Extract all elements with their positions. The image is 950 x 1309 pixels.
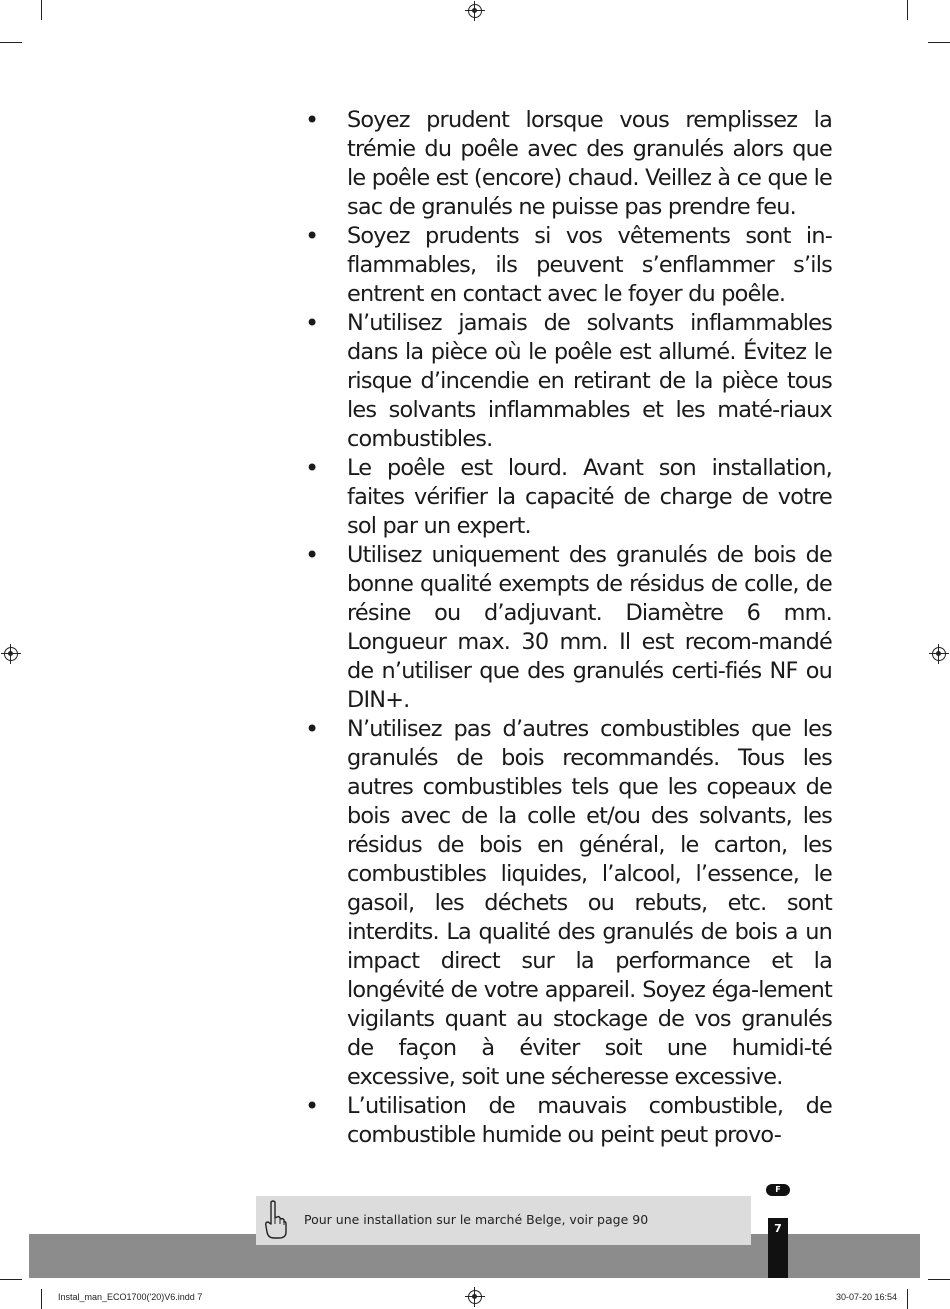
bullet-list xyxy=(300,106,832,1150)
page-number: 7 xyxy=(774,1222,782,1235)
crop-mark xyxy=(0,1279,22,1280)
list-item xyxy=(300,454,832,541)
list-item xyxy=(300,541,832,715)
list-item xyxy=(300,715,832,1092)
note-text: Pour une installation sur le marché Belge, voir page 90 xyxy=(304,1212,649,1227)
bullet-icon: • xyxy=(305,309,319,337)
language-badge: F xyxy=(766,1184,790,1196)
list-item-text: Utilisez uniquement des granulés de bois de bonne qualité exempts de résidus de colle, de résine ou d’adjuvant. Diamètre 6 mm. Longueur max. 30 mm. Il est recom-mandé de n’utiliser que des granulés certi-fiés NF ou DIN+. xyxy=(347,542,832,713)
crop-mark xyxy=(907,1289,908,1309)
crop-mark xyxy=(928,42,950,43)
bullet-icon: • xyxy=(305,541,319,569)
slug-date: 30-07-20 16:54 xyxy=(836,1292,898,1302)
list-item xyxy=(300,222,832,309)
list-item-text: N’utilisez jamais de solvants inflammables dans la pièce où le poêle est allumé. Évitez le risque d’incendie en retirant de la pièce tous les solvants inflammables et les maté-riaux combustibles. xyxy=(347,310,832,452)
bullet-icon: • xyxy=(305,1092,319,1120)
bullet-icon: • xyxy=(305,222,319,250)
crop-mark xyxy=(41,1289,42,1309)
bullet-icon: • xyxy=(305,454,319,482)
registration-mark-icon xyxy=(468,1290,482,1304)
registration-mark-icon xyxy=(468,4,482,18)
note-box xyxy=(256,1196,751,1245)
bullet-icon: • xyxy=(305,715,319,743)
crop-mark xyxy=(907,0,908,20)
crop-mark xyxy=(0,42,22,43)
list-item xyxy=(300,1092,832,1150)
pointing-hand-icon xyxy=(262,1200,288,1240)
list-item-text: L’utilisation de mauvais combustible, de combustible humide ou peint peut provo- xyxy=(347,1093,832,1148)
registration-mark-icon xyxy=(932,647,946,661)
list-item xyxy=(300,309,832,454)
bullet-icon: • xyxy=(305,106,319,134)
list-item-text: Soyez prudent lorsque vous remplissez la trémie du poêle avec des granulés alors que le poêle est (encore) chaud. Veillez à ce que le sac de granulés ne puisse pas prendre feu. xyxy=(347,107,832,220)
crop-mark xyxy=(928,1279,950,1280)
list-item xyxy=(300,106,832,222)
list-item-text: N’utilisez pas d’autres combustibles que les granulés de bois recommandés. Tous les autres combustibles tels que les copeaux de bois avec de la colle et/ou des solvants, les résidus de bois en général, le carton, les combustibles liquides, l’alcool, l’essence, le gasoil, les déchets ou rebuts, etc. sont interdits. La qualité des granulés de bois a un impact direct sur la performance et la longévité de votre appareil. Soyez éga-lement vigilants quant au stockage de vos granulés de façon à éviter soit une humidi-té excessive, soit une sécheresse excessive. xyxy=(347,716,832,1090)
registration-mark-icon xyxy=(4,647,18,661)
crop-mark xyxy=(41,0,42,20)
slug-file: Instal_man_ECO1700('20)V6.indd 7 xyxy=(58,1292,203,1302)
list-item-text: Soyez prudents si vos vêtements sont in-flammables, ils peuvent s’enflammer s’ils entrent en contact avec le foyer du poêle. xyxy=(347,223,832,307)
safety-instructions xyxy=(300,106,832,1150)
list-item-text: Le poêle est lourd. Avant son installation, faites vérifier la capacité de charge de votre sol par un expert. xyxy=(347,455,832,539)
